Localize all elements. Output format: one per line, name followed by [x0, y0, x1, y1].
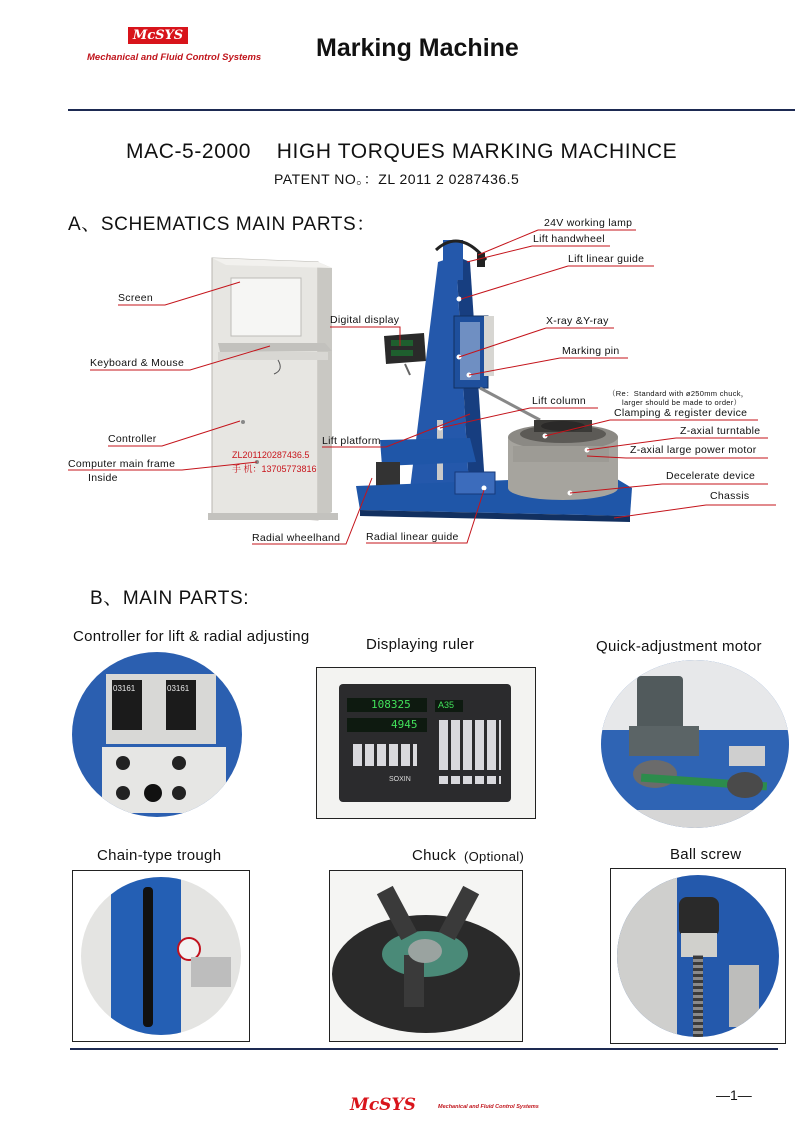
label-radial-linear-guide: Radial linear guide — [366, 531, 459, 543]
caption-chuck: Chuck — [412, 847, 457, 864]
label-computer-main-frame: Computer main frame — [68, 458, 176, 470]
label-chuck-note-2: larger should be made to order） — [622, 398, 742, 407]
label-chassis: Chassis — [710, 490, 750, 502]
label-controller: Controller — [108, 433, 157, 445]
ruler-value-1: 108325 — [371, 698, 411, 711]
controller-readout-left: 03161 — [113, 684, 136, 693]
cabinet-sticker-patent: ZL201120287436.5 — [232, 450, 310, 460]
label-lift-column: Lift column — [532, 395, 587, 407]
caption-quick-adjust-motor: Quick-adjustment motor — [596, 638, 762, 655]
caption-chain-trough: Chain-type trough — [97, 847, 222, 864]
label-marking-pin: Marking pin — [562, 345, 620, 357]
ruler-axis: A35 — [438, 700, 455, 710]
cabinet-sticker-phone: 手 机：13705773816 — [232, 464, 317, 474]
digital-display-unit — [384, 333, 426, 375]
label-clamping-register: Clamping & register device — [614, 407, 748, 419]
photo-chain-trough — [72, 870, 250, 1042]
page-title: Marking Machine — [316, 34, 519, 62]
controller-readout-right: 03161 — [167, 684, 190, 693]
patent-number: PATENT NO。：ZL 2011 2 0287436.5 — [274, 171, 520, 187]
caption-controller: Controller for lift & radial adjusting — [73, 628, 310, 645]
label-lift-handwheel: Lift handwheel — [533, 233, 605, 245]
photo-controller — [72, 652, 242, 817]
footer-tagline: Mechanical and Fluid Control Systems — [438, 1104, 539, 1110]
photo-chuck — [329, 870, 523, 1042]
label-screen: Screen — [118, 292, 154, 304]
label-working-lamp: 24V working lamp — [544, 217, 633, 229]
label-z-axial-motor: Z-axial large power motor — [630, 444, 757, 456]
ruler-brand: SOXIN — [389, 776, 411, 783]
label-xray: X-ray &Y-ray — [546, 315, 609, 327]
caption-displaying-ruler: Displaying ruler — [366, 636, 475, 653]
computer-cabinet — [208, 258, 338, 520]
label-chuck-note-1: （Re：Standard with ø250mm chuck， — [608, 389, 749, 398]
label-radial-wheelhand: Radial wheelhand — [252, 532, 341, 544]
header-tagline: Mechanical and Fluid Control Systems — [87, 52, 262, 63]
label-digital-display: Digital display — [330, 314, 400, 326]
label-inside: Inside — [88, 472, 118, 484]
photo-ball-screw — [610, 868, 786, 1044]
header-logo: McSYS — [128, 27, 188, 44]
section-a-title: A、SCHEMATICS MAIN PARTS： — [68, 214, 376, 235]
label-keyboard-mouse: Keyboard & Mouse — [90, 357, 185, 369]
section-b-title: B、MAIN PARTS: — [90, 588, 250, 609]
footer-logo: McSYS — [350, 1095, 416, 1115]
caption-ball-screw: Ball screw — [670, 846, 742, 863]
label-lift-linear-guide: Lift linear guide — [568, 253, 645, 265]
photo-displaying-ruler — [316, 667, 536, 819]
marking-machine — [356, 240, 632, 522]
page-number: —1— — [716, 1087, 752, 1103]
label-z-axial-turntable: Z-axial turntable — [680, 425, 761, 437]
label-decelerate-device: Decelerate device — [666, 470, 756, 482]
footer-rule — [70, 1048, 778, 1050]
label-lift-platform: Lift platform — [322, 435, 381, 447]
ruler-value-2: 4945 — [391, 718, 418, 731]
photo-quick-adjust-motor — [601, 660, 789, 828]
model-title: MAC-5-2000 HIGH TORQUES MARKING MACHINCE — [126, 140, 678, 163]
caption-chuck-optional: (Optional) — [464, 849, 525, 864]
